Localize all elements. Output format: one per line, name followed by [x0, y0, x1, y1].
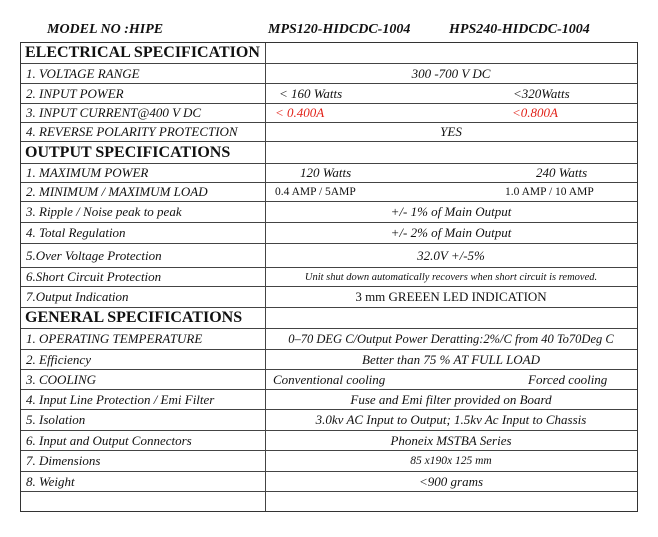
spec-label: 2. INPUT POWER: [26, 85, 124, 101]
spec-row-reverse-polarity: [21, 123, 637, 142]
spec-value-model-a: < 0.400A: [275, 105, 325, 120]
spec-label: 1. OPERATING TEMPERATURE: [26, 331, 203, 346]
section-output: [21, 142, 637, 164]
spec-value: 0–70 DEG C/Output Power Deratting:2%/C from 40 To70Deg C: [288, 331, 614, 346]
spec-value-model-a: < 160 Watts: [279, 85, 343, 101]
spec-value-model-a: 120 Watts: [300, 165, 352, 180]
spec-value: 85 x190x 125 mm: [410, 455, 492, 467]
spec-value: <900 grams: [418, 473, 484, 489]
spec-row-voltage-range: [21, 64, 637, 84]
spec-value: Fuse and Emi filter provided on Board: [350, 391, 552, 407]
spec-value: Phoneix MSTBA Series: [390, 432, 512, 448]
spec-value-model-b: <320Watts: [513, 85, 570, 101]
spec-row-empty: [21, 492, 637, 512]
spec-label: 3. Ripple / Noise peak to peak: [26, 204, 182, 219]
spec-row-efficiency: [21, 350, 637, 370]
spec-label: 2. MINIMUM / MAXIMUM LOAD: [26, 184, 208, 199]
spec-label: 7.Output Indication: [26, 289, 129, 304]
model-number-label: MODEL NO :HIPE: [47, 22, 164, 37]
spec-row-min-max-load: [21, 183, 637, 202]
spec-value: YES: [440, 124, 462, 139]
spec-row-max-power: [21, 164, 637, 183]
spec-label: 3. INPUT CURRENT@400 V DC: [26, 105, 202, 120]
model-a-name: MPS120-HIDCDC-1004: [268, 22, 411, 37]
spec-value-model-b: 1.0 AMP / 10 AMP: [505, 186, 594, 198]
section-title: ELECTRICAL SPECIFICATION: [25, 44, 260, 61]
spec-value: 3 mm GREEEN LED INDICATION: [355, 289, 547, 304]
spec-label: 4. REVERSE POLARITY PROTECTION: [26, 124, 238, 139]
spec-value-model-a: Conventional cooling: [273, 371, 386, 387]
spec-row-operating-temperature: [21, 329, 637, 350]
section-title: GENERAL SPECIFICATIONS: [25, 309, 243, 326]
spec-row-input-power: [21, 84, 637, 104]
spec-row-connectors: [21, 431, 637, 451]
section-title: OUTPUT SPECIFICATIONS: [25, 143, 231, 161]
spec-row-output-indication: [21, 287, 637, 308]
spec-value: 3.0kv AC Input to Output; 1.5kv Ac Input to Chassis: [315, 412, 587, 427]
spec-value: +/- 2% of Main Output: [390, 225, 512, 240]
spec-label: 3. COOLING: [26, 371, 97, 387]
specification-table: [20, 42, 638, 512]
spec-row-ripple: [21, 202, 637, 223]
spec-row-short-circuit: [21, 268, 637, 287]
spec-value-model-b: Forced cooling: [528, 371, 608, 387]
spec-label: 6. Input and Output Connectors: [26, 432, 192, 448]
spec-label: 2. Efficiency: [26, 351, 91, 367]
spec-row-over-voltage: [21, 244, 637, 268]
spec-row-regulation: [21, 223, 637, 244]
spec-label: 5. Isolation: [26, 412, 86, 427]
spec-value: Better than 75 % AT FULL LOAD: [362, 351, 540, 367]
spec-row-dimensions: [21, 451, 637, 472]
spec-row-weight: [21, 472, 637, 492]
spec-row-cooling: [21, 370, 637, 390]
spec-label: 1. VOLTAGE RANGE: [26, 65, 140, 81]
spec-value: +/- 1% of Main Output: [390, 204, 512, 219]
spec-label: 5.Over Voltage Protection: [26, 247, 162, 263]
spec-label: 1. MAXIMUM POWER: [26, 165, 149, 180]
spec-value: Unit shut down automatically recovers when short circuit is removed.: [304, 271, 598, 283]
spec-value-model-b: 240 Watts: [536, 165, 588, 180]
section-electrical: [21, 43, 637, 64]
spec-label: 4. Total Regulation: [26, 225, 126, 240]
spec-row-isolation: [21, 410, 637, 431]
spec-row-input-protection: [21, 390, 637, 410]
spec-label: 4. Input Line Protection / Emi Filter: [26, 391, 215, 407]
model-b-name: HPS240-HIDCDC-1004: [449, 22, 590, 37]
spec-row-input-current: [21, 104, 637, 123]
section-general: [21, 308, 637, 329]
spec-value-model-b: <0.800A: [512, 105, 558, 120]
spec-value-model-a: 0.4 AMP / 5AMP: [275, 186, 356, 198]
spec-label: 7. Dimensions: [26, 453, 101, 468]
spec-label: 6.Short Circuit Protection: [26, 269, 162, 284]
model-header: [0, 22, 658, 42]
spec-label: 8. Weight: [26, 473, 75, 489]
spec-value: 300 -700 V DC: [411, 65, 491, 81]
spec-value: 32.0V +/-5%: [417, 247, 485, 263]
